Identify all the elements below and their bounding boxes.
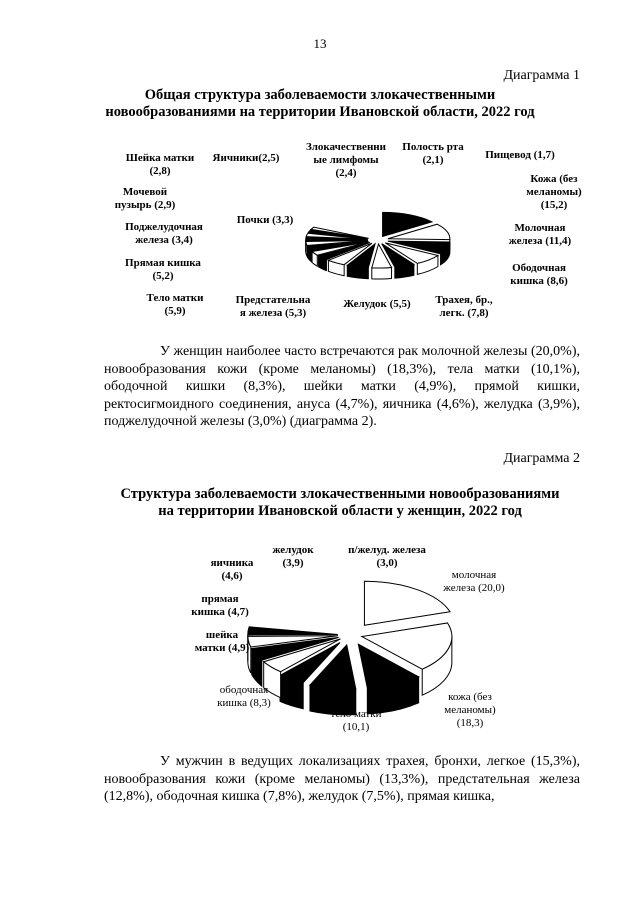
pie-label-1-6: Молочная железа (11,4)	[508, 222, 572, 247]
pie-label-1-9: Желудок (5,5)	[343, 298, 411, 310]
pie-label-1-5: Кожа (без меланомы) (15,2)	[526, 173, 582, 211]
pie-label-1-15: Почки (3,3)	[236, 214, 294, 226]
page-number: 13	[313, 36, 327, 51]
pie-label-1-13: Поджелудочная железа (3,4)	[125, 221, 203, 246]
pie-label-1-8: Трахея, бр., легк. (7,8)	[435, 294, 493, 319]
pie-label-2-6: ободочная кишка (8,3)	[217, 684, 271, 709]
pie-label-1-0: Шейка матки (2,8)	[125, 152, 195, 177]
diagram-1-title-line1: Общая структура заболеваемости злокачественными	[144, 87, 496, 103]
pie-label-2-2: молочная железа (20,0)	[443, 569, 505, 594]
pie-slice-2-0	[364, 581, 450, 625]
pie-label-2-5: шейка матки (4,9)	[194, 629, 250, 654]
pie-label-1-3: Полость рта (2,1)	[402, 141, 464, 166]
pie-label-2-4: прямая кишка (4,7)	[191, 593, 249, 618]
diagram-1-title-line2: новообразованиями на территории Ивановской области, 2022 год	[105, 104, 535, 120]
diagram-1-label: Диаграмма 1	[503, 68, 580, 83]
paragraph-men: У мужчин в ведущих локализациях трахея, бронхи, легкое (15,3%), новообразования кожи (кроме меланомы) (13,3%), предстательная железа (12,8%), ободочная кишка (7,8%), желудок (7,5%), прямая кишка,	[104, 754, 580, 804]
pie-label-1-2: Злокачественни ые лимфомы (2,4)	[306, 141, 386, 179]
pie-label-2-8: кожа (без меланомы) (18,3)	[444, 691, 496, 729]
pie-label-1-14: Мочевой пузырь (2,9)	[114, 186, 176, 211]
pie-label-1-10: Предстательна я железа (5,3)	[235, 294, 311, 319]
diagram-2-label: Диаграмма 2	[503, 451, 580, 466]
diagram-2-title-line2: на территории Ивановской области у женщин, 2022 год	[158, 503, 522, 519]
pie-label-1-1: Яичники(2,5)	[212, 152, 280, 164]
pie-label-1-4: Пищевод (1,7)	[485, 149, 555, 161]
pie-label-2-0: желудок (3,9)	[272, 544, 314, 569]
pie-label-1-7: Ободочная кишка (8,6)	[510, 262, 568, 287]
paragraph-women: У женщин наиболее часто встречаются рак молочной железы (20,0%), новообразования кожи (кроме меланомы) (18,3%), тела матки (10,1%), ободочной кишки (8,3%), шейки матки (4,9%), прямой кишки, ректосигмоидного соединения, ануса (4,7%), яичника (4,6%), желудка (3,9%), поджелудочной железы (3,0%) (диаграмма 2).	[104, 344, 580, 429]
pie-label-2-3: яичника (4,6)	[210, 557, 254, 582]
pie-label-2-1: п/желуд. железа (3,0)	[348, 544, 426, 569]
pie-label-1-12: Прямая кишка (5,2)	[125, 257, 201, 282]
pie-label-1-11: Тело матки (5,9)	[146, 292, 204, 317]
pie-label-2-7: тело матки (10,1)	[330, 708, 382, 733]
diagram-2-title-line1: Структура заболеваемости злокачественными новообразованиями	[120, 486, 560, 502]
